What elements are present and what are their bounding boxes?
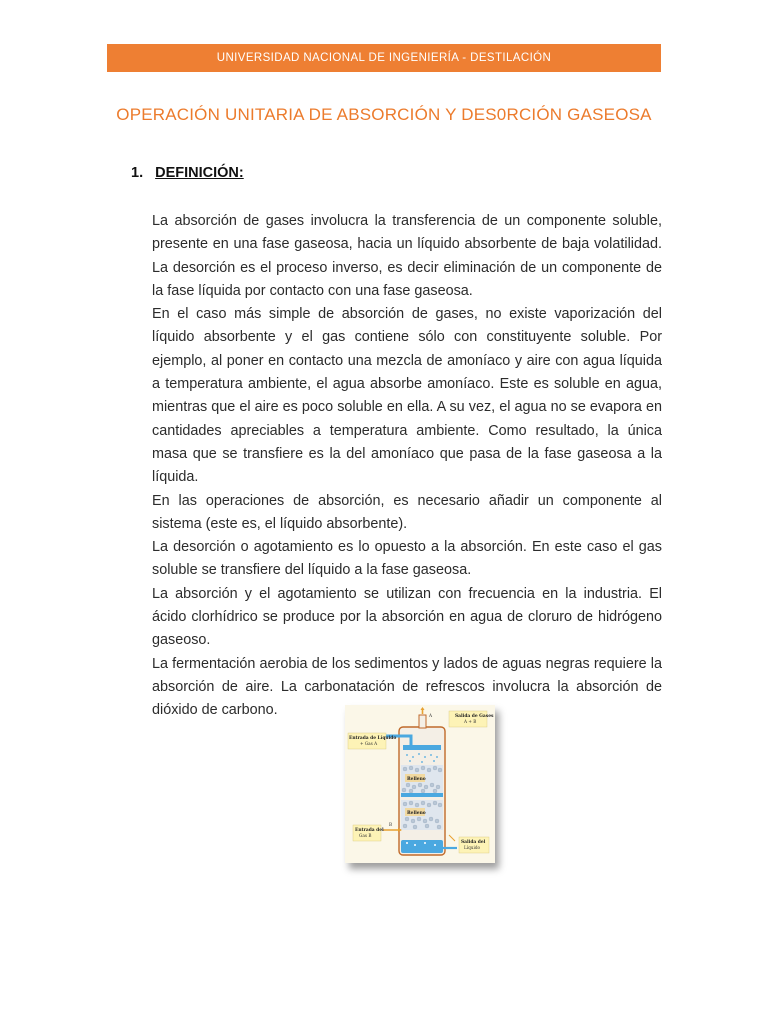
gas-in-label: Entrada del (355, 828, 384, 833)
liquid-distributor (403, 745, 441, 750)
packing-label-bottom: Relleno (407, 811, 426, 816)
document-title: OPERACIÓN UNITARIA DE ABSORCIÓN Y DES0RCIÓN GASEOSA (116, 105, 652, 124)
paragraph: En las operaciones de absorción, es necesario añadir un componente al sistema (este es, el líquido absorbente). (152, 492, 662, 532)
gas-outlet-pipe (419, 715, 426, 728)
section-heading-text: DEFINICIÓN: (155, 165, 244, 181)
redistributor (401, 793, 443, 797)
section-heading (131, 165, 244, 181)
liquid-in-label: Entrada de Líquido (349, 736, 397, 741)
section-number: 1. (131, 165, 144, 181)
sump-liquid (401, 840, 443, 853)
absorption-column-figure (345, 705, 495, 863)
body-text (152, 210, 662, 723)
paragraph: La absorción y el agotamiento se utilizan con frecuencia en la industria. El ácido clorhídrico se produce por la absorción en agua de cloruro de hidrógeno gaseoso. (152, 585, 662, 649)
arrow-b-label: B (389, 822, 393, 827)
paragraph: La fermentación aerobia de los sedimentos y lados de aguas negras requiere la absorción de aire. La carbonatación de refrescos involucra la absorción de dióxido de carbono. (152, 655, 662, 719)
paragraph: En el caso más simple de absorción de gases, no existe vaporización del líquido absorbente y el gas contiene sólo con constituyente soluble. Por ejemplo, al poner en contacto una mezcla de amoníaco y aire con agua líquida a temperatura ambiente, el agua absorbe amoníaco. Este es soluble en agua, mientras que el aire es poco soluble en ella. A su vez, el agua no se evapora en cantidades apreciables a temperatura ambiente. Como resultado, la única masa que se transfiere es la del amoníaco que pasa de la fase gaseosa a la líquida. (152, 306, 662, 486)
gas-out-label: Salida de Gases (455, 714, 494, 719)
absorption-column-diagram (345, 705, 495, 863)
liquid-out-sublabel: Líquido (464, 845, 481, 850)
arrow-a-label: A (429, 713, 433, 718)
header-text: UNIVERSIDAD NACIONAL DE INGENIERÍA - DESTILACIÓN (216, 52, 552, 64)
paragraph: La desorción o agotamiento es lo opuesto a la absorción. En este caso el gas soluble se transfiere del líquido a la fase gaseosa. (152, 539, 662, 579)
liquid-out-label: Salida del (461, 840, 486, 845)
gas-out-arrow-head (421, 707, 425, 710)
document-header-bar (107, 44, 661, 72)
paragraph: La absorción de gases involucra la transferencia de un componente soluble, presente en una fase gaseosa, hacia un líquido absorbente de baja volatilidad. La desorción es el proceso inverso, es decir eliminación de un componente de la fase líquida por contacto con una fase gaseosa. (152, 213, 662, 299)
packing-label-top: Relleno (407, 777, 426, 782)
liquid-in-sublabel: + Gas A (360, 741, 378, 746)
gas-out-sublabel: A + B (464, 719, 477, 724)
liquid-out-arrow (449, 835, 455, 841)
gas-in-sublabel: Gas B (359, 833, 372, 838)
